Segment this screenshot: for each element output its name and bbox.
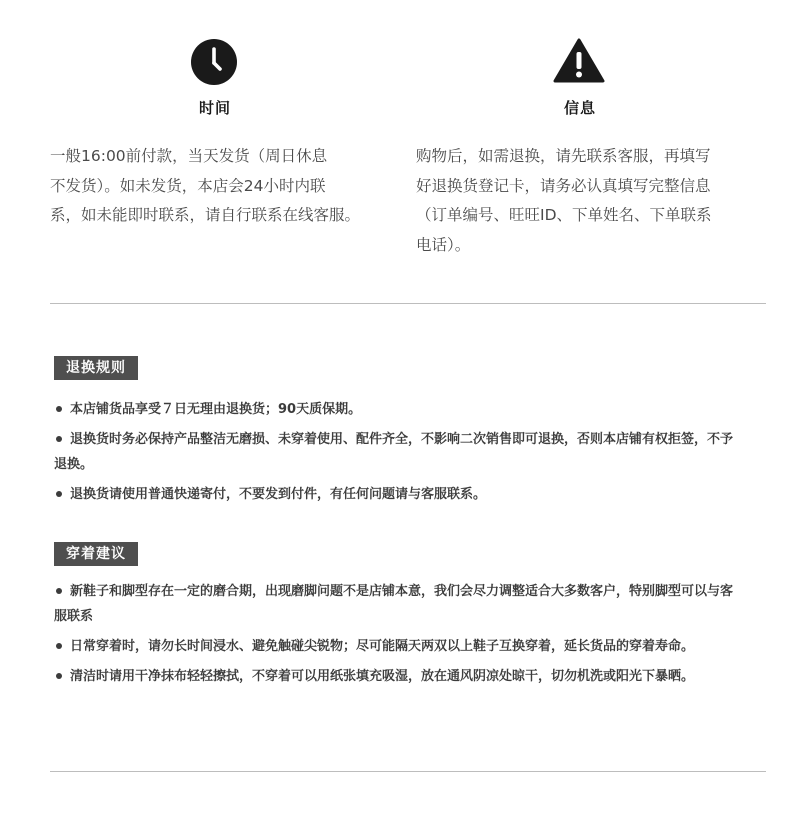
bullet-icon [56, 588, 62, 594]
wear-advice-tag: 穿着建议 [54, 542, 138, 566]
list-item-text: 清洁时请用干净抹布轻轻擦拭，不穿着可以用纸张填充吸湿，放在通风阴凉处晾干，切勿机洗或阳光下暴晒。 [70, 669, 695, 684]
left-column-text [50, 142, 410, 231]
right-text-line: 电话）。 [416, 235, 471, 254]
left-column-title: 时间 [198, 99, 231, 117]
right-text-line: （订单编号、旺旺ID、下单姓名、下单联系 [416, 206, 712, 224]
right-text-line: 好退换货登记卡，请务必认真填写完整信息 [416, 176, 711, 195]
right-column-text [416, 142, 756, 260]
bullet-icon [56, 491, 62, 497]
warning-icon [553, 38, 605, 84]
list-item [54, 482, 734, 507]
list-item [54, 579, 734, 629]
list-item [54, 397, 734, 422]
list-item [54, 664, 734, 689]
list-item-text: 退换货时务必保持产品整洁无磨损、未穿着使用、配件齐全，不影响二次销售即可退换，否则本店铺有权拒签，不予退换。 [54, 432, 734, 472]
left-text-line: 系，如未能即时联系，请自行联系在线客服。 [50, 206, 361, 224]
bullet-icon [56, 436, 62, 442]
divider-bottom [50, 771, 766, 772]
list-item-text: 日常穿着时，请勿长时间浸水、避免触碰尖锐物；尽可能隔天两双以上鞋子互换穿着，延长货品的穿着寿命。 [70, 639, 695, 654]
right-text-line: 购物后，如需退换，请先联系客服，再填写 [416, 147, 711, 165]
list-item-text: 退换货请使用普通快递寄付，不要发到付件，有任何问题请与客服联系。 [70, 487, 487, 502]
divider-top [50, 303, 766, 304]
left-text-line: 一般16:00前付款，当天发货（周日休息 [50, 147, 328, 165]
wear-advice-list [54, 579, 734, 694]
bullet-icon [56, 673, 62, 679]
right-column-title: 信息 [563, 99, 596, 117]
bullet-icon [56, 643, 62, 649]
list-item [54, 634, 734, 659]
list-item [54, 427, 734, 477]
list-item-text: 新鞋子和脚型存在一定的磨合期，出现磨脚问题不是店铺本意，我们会尽力调整适合大多数客户，特别脚型可以与客服联系 [54, 584, 734, 624]
return-rules-list [54, 397, 734, 512]
left-text-line: 不发货）。如未发货，本店会24小时内联 [50, 176, 326, 195]
bullet-icon [56, 406, 62, 412]
return-rules-tag: 退换规则 [54, 356, 138, 380]
list-item-text: 本店铺货品享受７日无理由退换货；90天质保期。 [70, 402, 362, 417]
clock-icon [190, 38, 238, 86]
